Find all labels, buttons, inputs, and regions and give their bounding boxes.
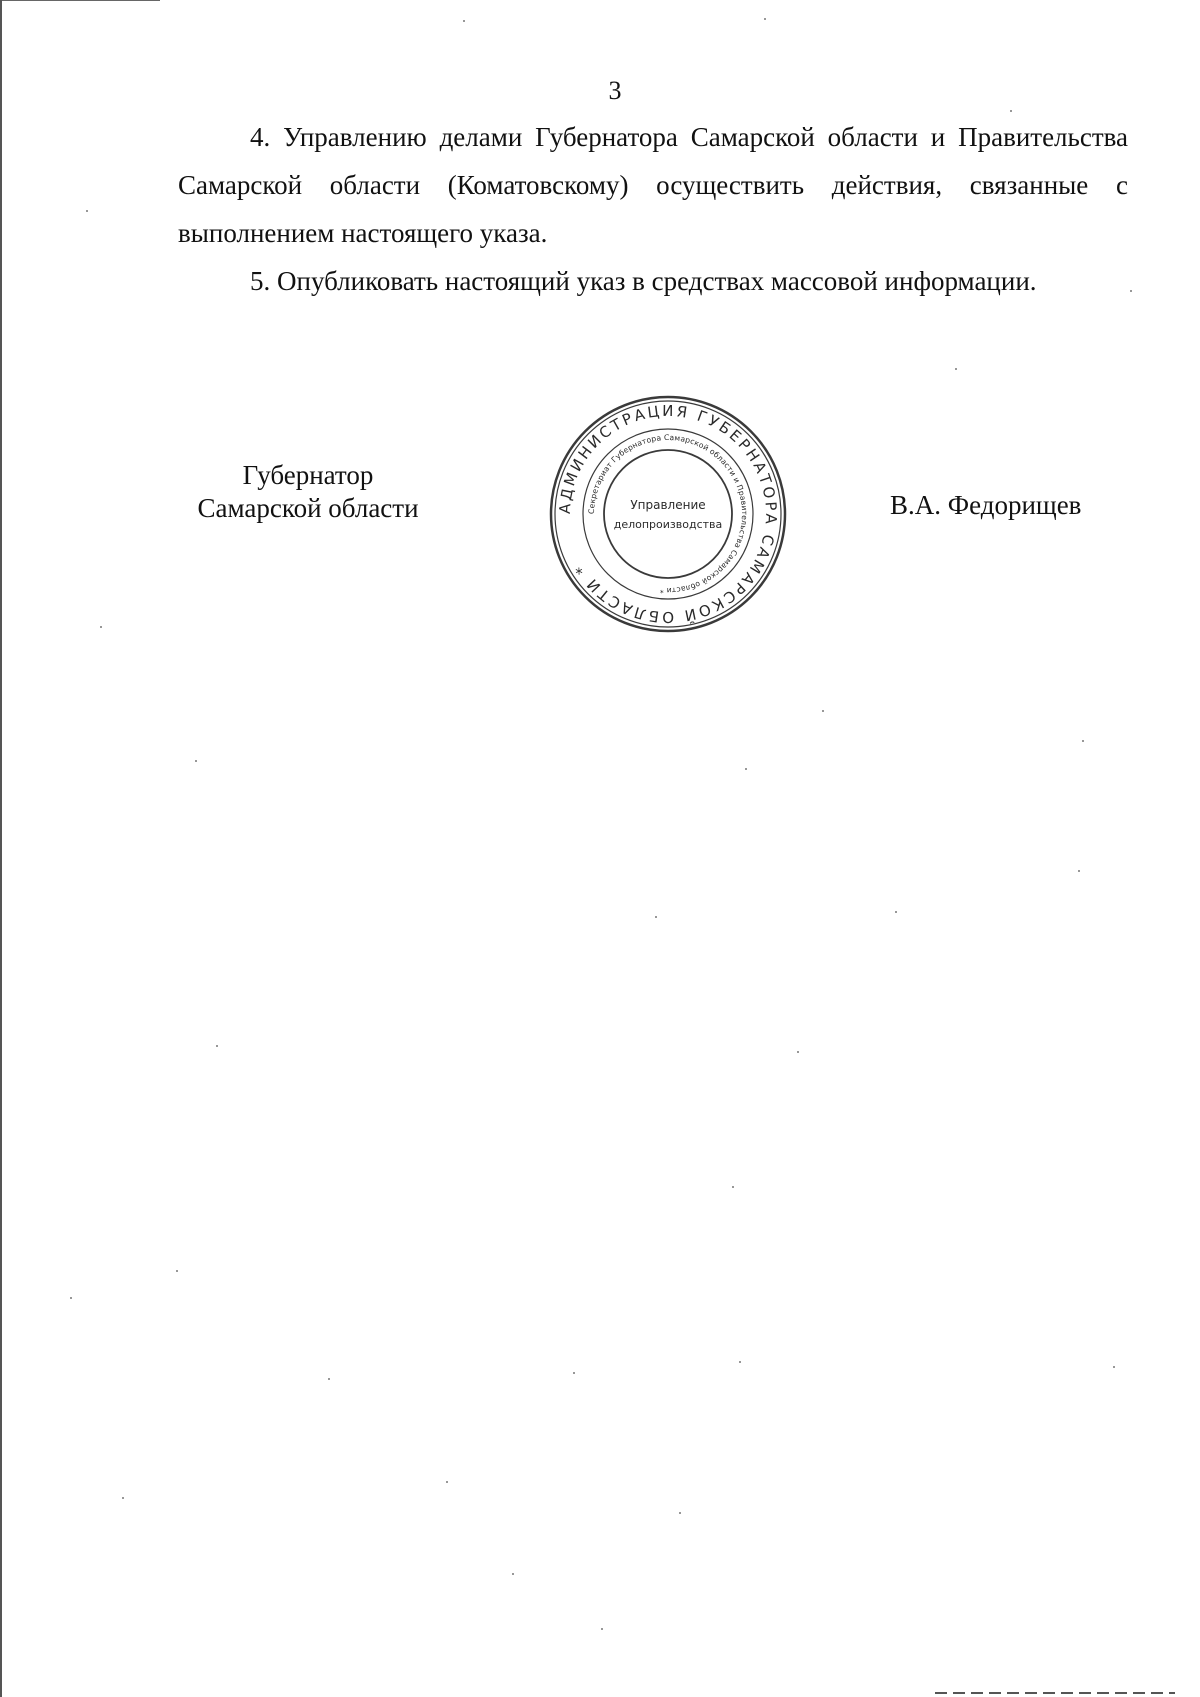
- scan-speck: [216, 1045, 218, 1047]
- scan-speck: [797, 1051, 799, 1053]
- scan-speck: [1130, 290, 1132, 292]
- scan-speck: [679, 1512, 681, 1514]
- scan-speck: [463, 20, 465, 22]
- paragraph-4: 4. Управлению делами Губернатора Самарской области и Правительства Самарской области (Коматовскому) осуществить действия, связанные с выполнением настоящего указа.: [178, 122, 1128, 248]
- signatory-position-line2: Самарской области: [197, 493, 419, 523]
- scan-speck: [122, 1497, 124, 1499]
- scan-speck: [745, 768, 747, 770]
- scan-speck: [1113, 1366, 1115, 1368]
- scan-speck: [739, 1361, 741, 1363]
- scan-speck: [100, 626, 102, 628]
- scan-speck: [822, 710, 824, 712]
- scan-speck: [601, 1628, 603, 1630]
- scan-speck: [1010, 110, 1012, 112]
- paragraph-5: 5. Опубликовать настоящий указ в средствах массовой информации.: [250, 266, 1037, 296]
- official-seal-stamp: [548, 394, 788, 634]
- stamp-center-line2: делопроизводства: [613, 518, 723, 531]
- stamp-center-line1: Управление: [630, 498, 706, 512]
- scan-speck: [446, 1481, 448, 1483]
- scan-speck: [732, 1186, 734, 1188]
- scan-top-edge: [0, 0, 160, 1]
- scan-speck: [86, 210, 88, 212]
- scan-speck: [512, 1573, 514, 1575]
- signatory-name: В.А. Федорищев: [890, 490, 1082, 520]
- scan-speck: [573, 1372, 575, 1374]
- scan-speck: [176, 1270, 178, 1272]
- stamp-inner-text: Секретариат Губернатора Самарской области и Правительства Самарской области *: [586, 432, 750, 596]
- stamp-outer-text: АДМИНИСТРАЦИЯ ГУБЕРНАТОРА САМАРСКОЙ ОБЛАСТИ *: [555, 401, 781, 627]
- scan-left-edge: [0, 0, 2, 1697]
- scan-speck: [1078, 870, 1080, 872]
- signatory-position: [178, 459, 438, 525]
- signatory-position-line1: Губернатор: [242, 460, 374, 490]
- scan-speck: [895, 911, 897, 913]
- scan-speck: [764, 18, 766, 20]
- scan-bottom-dashes: [935, 1692, 1175, 1694]
- scan-speck: [195, 760, 197, 762]
- page-number: 3: [608, 76, 622, 105]
- scan-speck: [328, 1378, 330, 1380]
- scan-speck: [955, 368, 957, 370]
- scan-speck: [1082, 740, 1084, 742]
- scan-speck: [70, 1297, 72, 1299]
- document-body: [178, 113, 1128, 305]
- scan-speck: [655, 916, 657, 918]
